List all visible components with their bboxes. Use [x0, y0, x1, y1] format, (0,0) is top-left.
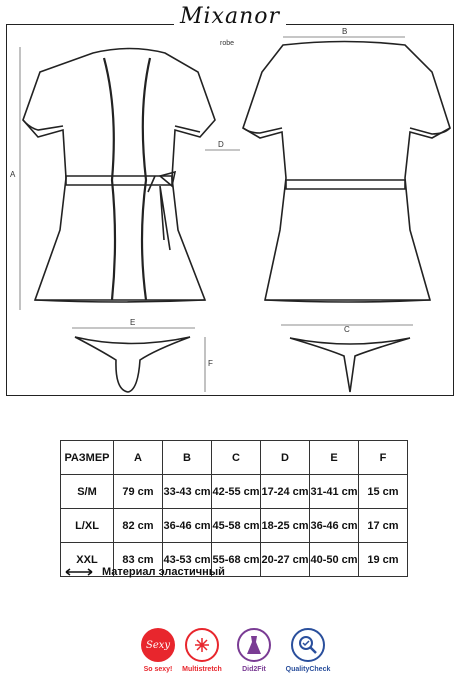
measurement-cell: 42-55 cm — [212, 475, 261, 509]
dimension-label-c: C — [344, 325, 350, 334]
table-row — [61, 475, 408, 509]
dimension-label-a: A — [10, 170, 16, 179]
product-subtitle: robe — [220, 40, 235, 47]
table-header-row — [61, 441, 408, 475]
badge-label: Did2Fit — [242, 666, 266, 673]
measurement-cell: 82 cm — [114, 509, 163, 543]
badge-label: Multistretch — [182, 666, 222, 673]
measurement-cell: 17-24 cm — [261, 475, 310, 509]
measurement-cell: 79 cm — [114, 475, 163, 509]
size-label-cell: S/M — [61, 475, 114, 509]
double-arrow-stretch-icon — [64, 567, 94, 577]
measurement-cell: 40-50 cm — [310, 543, 359, 577]
table-header-cell: C — [212, 441, 261, 475]
table-header-cell: E — [310, 441, 359, 475]
dress-fit-icon — [237, 628, 271, 662]
measurement-cell: 55-68 cm — [212, 543, 261, 577]
badge-quality-check — [273, 628, 343, 673]
size-table — [60, 440, 408, 577]
table-header-cell: B — [163, 441, 212, 475]
measurement-cell: 18-25 cm — [261, 509, 310, 543]
measurement-cell: 15 cm — [359, 475, 408, 509]
measurement-cell: 33-43 cm — [163, 475, 212, 509]
size-label-cell: XXL — [61, 543, 114, 577]
measurement-cell: 36-46 cm — [163, 509, 212, 543]
front-robe-outline — [23, 49, 215, 303]
brand-logo: Mixanor — [0, 4, 460, 29]
measurement-cell: 45-58 cm — [212, 509, 261, 543]
front-thong-outline — [75, 337, 190, 392]
measurement-cell: 36-46 cm — [310, 509, 359, 543]
dimension-label-e: E — [130, 318, 136, 327]
table-header-cell: F — [359, 441, 408, 475]
dimension-label-d: D — [218, 140, 224, 149]
badge-label: So sexy! — [143, 666, 173, 673]
measurement-cell: 83 cm — [114, 543, 163, 577]
measurement-cell: 43-53 cm — [163, 543, 212, 577]
size-label-cell: L/XL — [61, 509, 114, 543]
measurement-cell: 17 cm — [359, 509, 408, 543]
sexy-icon: Sexy — [141, 628, 175, 662]
table-header-cell: A — [114, 441, 163, 475]
back-thong-outline — [290, 338, 410, 392]
table-header-cell: РАЗМЕР — [61, 441, 114, 475]
back-robe-outline — [243, 42, 450, 303]
table-header-cell: D — [261, 441, 310, 475]
dimension-label-f: F — [208, 359, 213, 368]
badge-label: QualityCheck — [285, 666, 331, 673]
dimension-label-b: B — [342, 27, 348, 36]
multistretch-icon — [185, 628, 219, 662]
magnifier-check-icon — [291, 628, 325, 662]
material-note — [64, 566, 225, 578]
measurement-cell: 19 cm — [359, 543, 408, 577]
material-note-text: Материал эластичный — [102, 566, 225, 578]
measurement-cell: 20-27 cm — [261, 543, 310, 577]
measurement-cell: 31-41 cm — [310, 475, 359, 509]
table-row — [61, 509, 408, 543]
